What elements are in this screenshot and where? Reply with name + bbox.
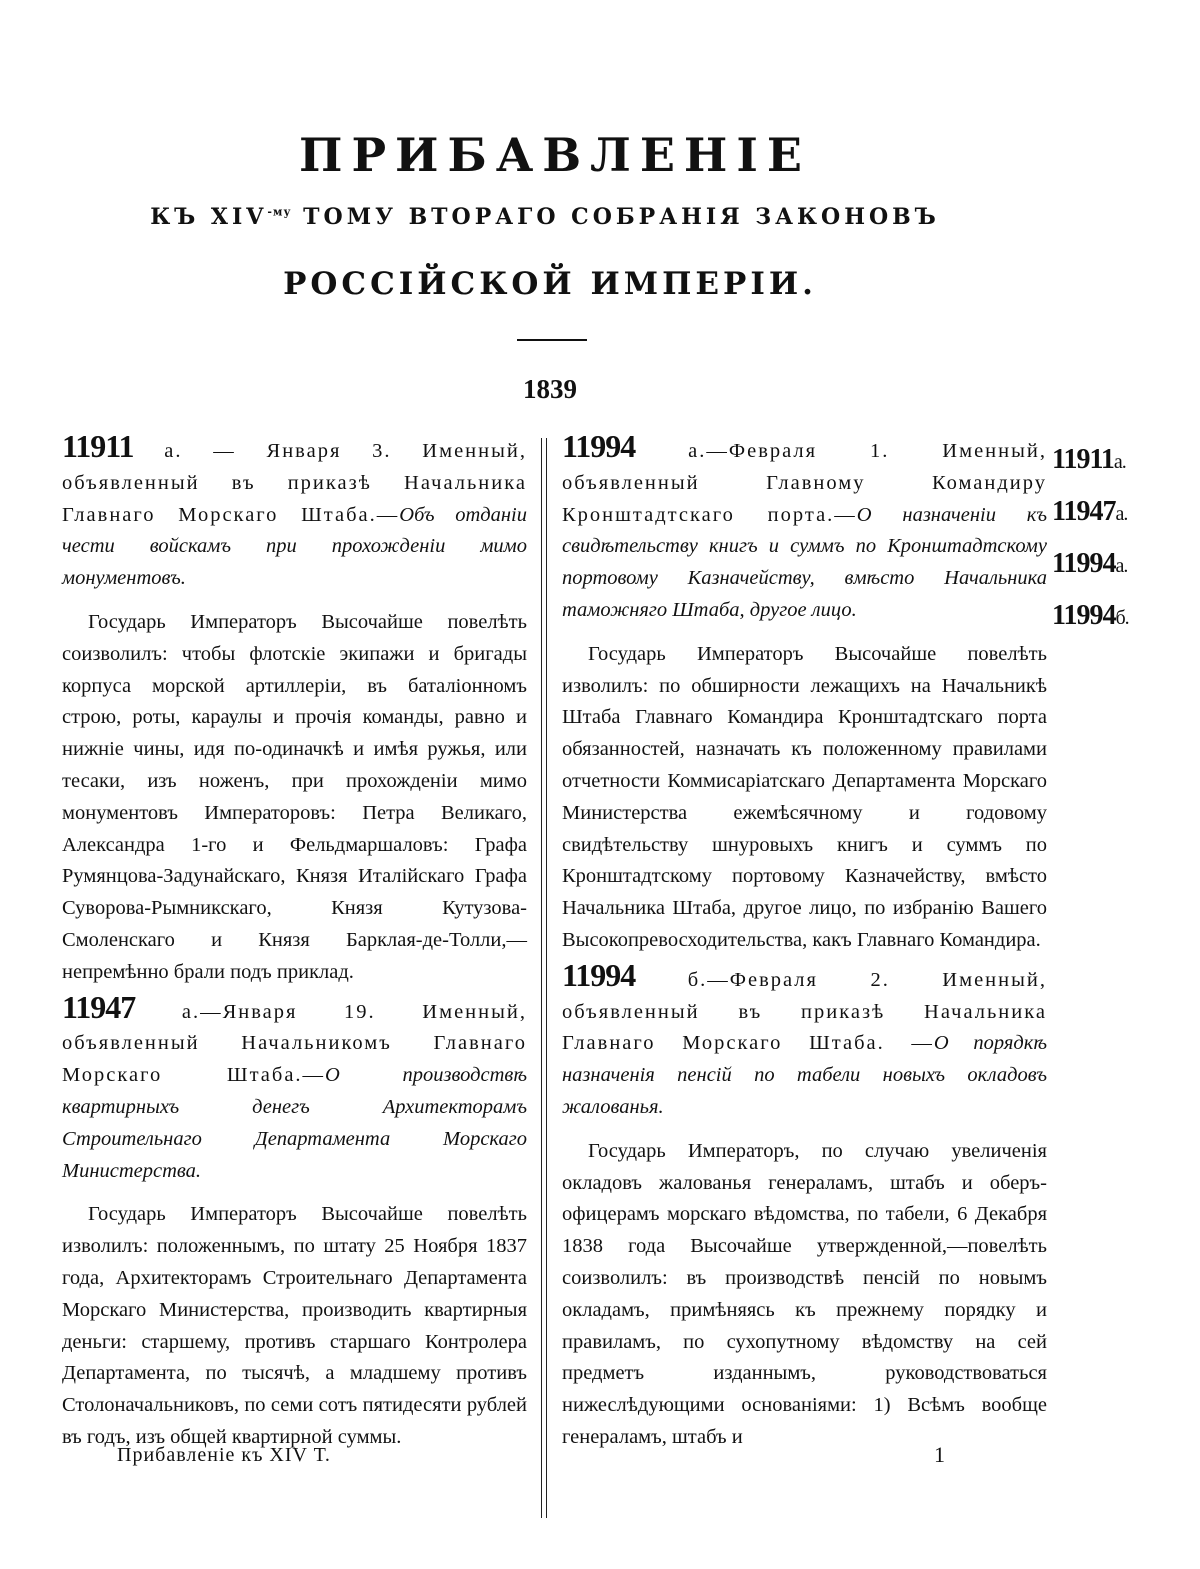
margin-reference [1052,492,1192,544]
margin-ref-suffix: а. [1113,451,1126,473]
margin-ref-number: 11911 [1052,444,1114,475]
margin-reference [1052,440,1192,492]
margin-ref-number: 11994 [1052,548,1116,579]
entry-body: Государь Императоръ Высочайше повелѣть изволилъ: по обширности лежащихъ на Начальникѣ Штаба Главнаго Командира Кронштадтскаго порта обязанностей, назначать къ положенному правилами отчетности Коммисаріатскаго Департамента Морскаго Министерства ежемѣсячному и годовому свидѣтельству шнуровыхъ книгъ и суммъ по Кронштадтскому портовому Казначейству, вмѣсто Начальника Штаба, другое лицо, по избранію Вашего Высокопревосходительства, какъ Главнаго Командира. [562,642,1047,951]
column-divider-line [546,438,547,1518]
page-subtitle [0,204,1090,230]
margin-ref-suffix: а. [1115,555,1128,577]
margin-ref-number: 11994 [1052,600,1116,631]
page-number: 1 [934,1442,945,1467]
entry-heading [562,956,1048,1124]
law-number: 11994 [562,956,636,993]
entry-subject: О назначеніи къ свидѣтельству книгъ и суммъ по Кронштадтскому портовому Казначейству, вмѣсто Начальника таможняго Штаба, другое лицо. [562,503,1047,621]
subtitle-ordinal: -му [267,205,292,219]
column-divider-line [541,438,542,1518]
entry-subject: О производствѣ квартирныхъ денегъ Архитекторамъ Строительнаго Департамента Морскаго Министерства. [62,1064,527,1182]
margin-references [1052,440,1192,648]
entry-head: а.—Января 19. Именный, объявленный Начальникомъ Главнаго Морскаго Штаба.— [62,1000,527,1087]
margin-ref-number: 11947 [1052,496,1116,527]
entry-subject: Объ отданіи чести войскамъ при прохожденіи мимо монументовъ. [62,503,527,590]
entry-subject: О порядкѣ назначенія пенсій по табели новыхъ окладовъ жалованья. [562,1032,1048,1118]
title-rule [517,339,587,341]
margin-ref-suffix: а. [1115,503,1128,525]
right-column [562,428,1048,1454]
entry-heading [562,428,1047,627]
law-number: 11994 [562,428,636,464]
margin-reference [1052,544,1192,596]
entry-head: а.—Февраля 1. Именный, объявленный Главному Командиру Кронштадтскаго порта.— [562,440,1047,526]
margin-reference [1052,596,1192,648]
entry-heading [62,428,527,595]
law-number: 11911 [62,428,134,464]
page-subtitle-empire: РОССІЙСКОЙ ИМПЕРІИ. [283,266,817,302]
entry-head: б.—Февраля 2. Именный, объявленный въ приказѣ Начальника Главнаго Морскаго Штаба. — [562,968,1047,1055]
law-number: 11947 [62,988,136,1025]
entry-head: а. — Января 3. Именный, объявленный въ приказѣ Начальника Главнаго Морскаго Штаба.— [62,440,527,526]
entry-heading [62,988,527,1188]
year-heading: 1839 [523,374,577,404]
left-column [62,428,527,1454]
page-title: ПРИБАВЛЕНІЕ [299,128,811,182]
subtitle-prefix: КЪ XIV [150,204,268,230]
footer-signature: Прибавленіе къ XIV Т. [117,1444,331,1466]
margin-ref-suffix: б. [1115,607,1129,629]
entry-body: Государь Императоръ Высочайше повелѣть изволилъ: положеннымъ, по штату 25 Ноября 1837 года, Архитекторамъ Строительнаго Департамента Морскаго Министерства, производить квартирныя деньги: старшему, противъ старшаго Контролера Департамента, по тысячѣ, а младшему противъ Столоначальниковъ, по семи сотъ пятидесяти рублей въ годъ, изъ общей квартирной суммы. [62,1203,527,1448]
subtitle-suffix: ТОМУ ВТОРАГО СОБРАНІЯ ЗАКОНОВЪ [291,204,940,230]
entry-body: Государь Императоръ Высочайше повелѣть соизволилъ: чтобы флотскіе экипажи и бригады корпуса морской артиллеріи, въ баталіонномъ строю, роты, караулы и прочія команды, равно и нижніе чины, идя по-одиначкѣ и имѣя ружья, или тесаки, изъ ноженъ, при прохожденіи мимо монументовъ Императоровъ: Петра Великаго, Александра 1-го и Фельдмаршаловъ: Графа Румянцова-Задунайскаго, Князя Италійскаго Графа Суворова-Рымникскаго, Князя Кутузова-Смоленскаго и Князя Барклая-де-Толли,—непремѣнно брали подъ приклад. [62,610,527,983]
entry-body: Государь Императоръ, по случаю увеличенія окладовъ жалованья генераламъ, штабъ и оберъ-офицерамъ морскаго вѣдомства, по табели, 6 Декабря 1838 года Высочайше утвержденной,—повелѣть соизволилъ: въ производствѣ пенсій по новымъ окладамъ, примѣняясь къ прежнему порядку и правиламъ, по сухопутному вѣдомству на сей предметъ изданнымъ, руководствоваться нижеслѣдующими основаніями: 1) Всѣмъ вообще генераламъ, штабъ и [562,1139,1047,1448]
